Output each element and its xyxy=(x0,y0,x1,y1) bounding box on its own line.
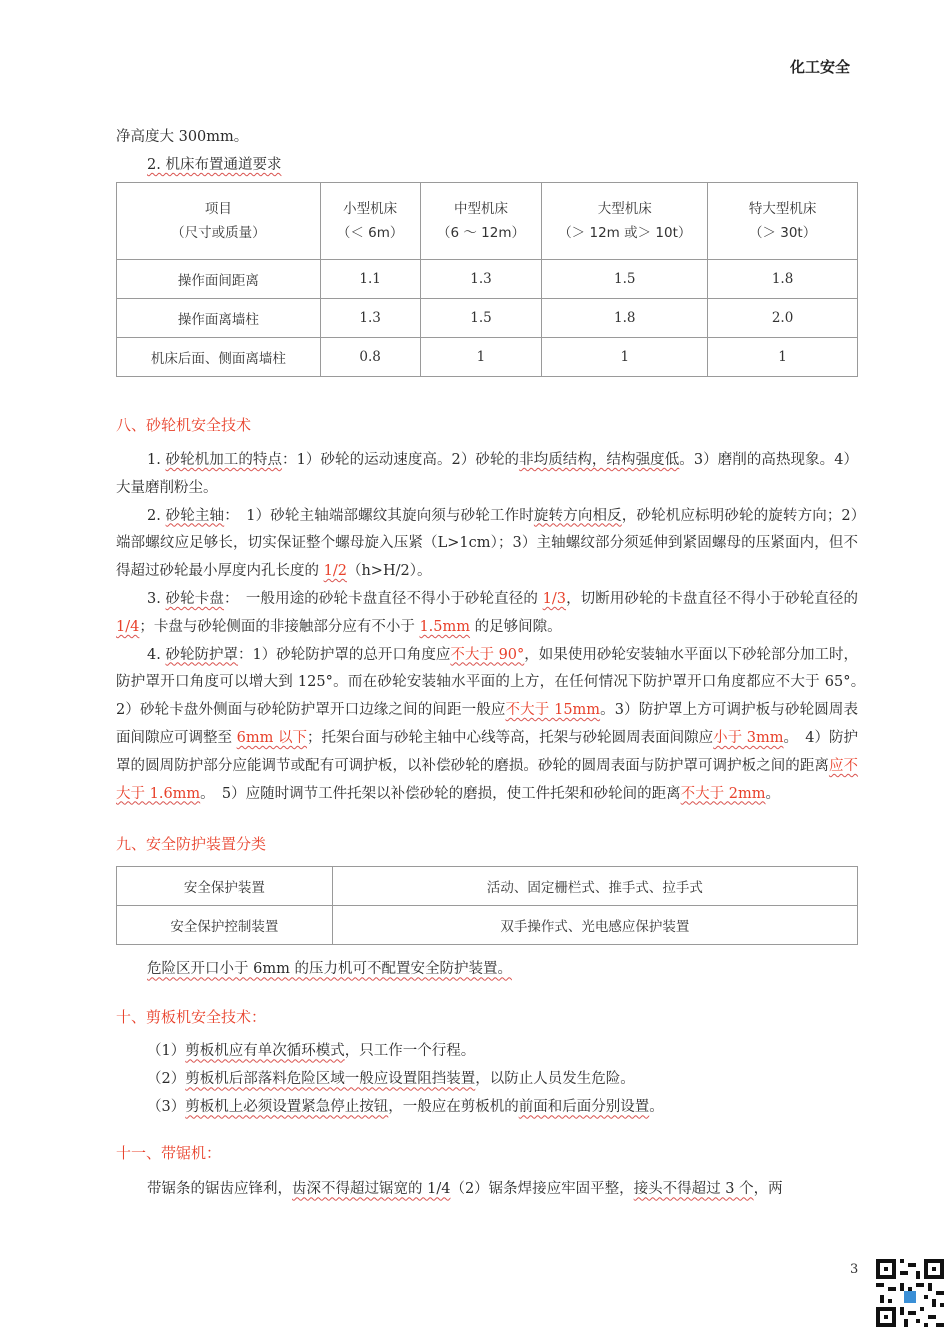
table-cell: 1 xyxy=(420,338,542,377)
section9-heading: 九、安全防护装置分类 xyxy=(116,835,267,854)
inline-underline: 非均质结构，结构强度低 xyxy=(519,452,680,468)
protection-device-table xyxy=(116,866,858,945)
table-cell: 操作面间距离 xyxy=(117,260,321,299)
table-cell: 1.3 xyxy=(320,299,420,338)
inline-underline: 旋转方向相反 xyxy=(533,507,622,524)
table-row xyxy=(117,338,858,377)
table-cell: 1 xyxy=(542,338,708,377)
table-cell: 安全保护装置 xyxy=(117,867,333,906)
table-cell: 1.5 xyxy=(542,260,708,299)
table-row xyxy=(117,867,858,906)
table1-caption xyxy=(116,151,858,179)
section10-heading: 十、剪板机安全技术： xyxy=(116,1008,267,1027)
table-cell: 1.8 xyxy=(542,299,708,338)
list-item: （1）剪板机应有单次循环模式，只工作一个行程。 xyxy=(147,1043,476,1060)
intro-line: 净高度大 300mm。 xyxy=(116,129,249,145)
note-text: 危险区开口小于 6mm 的压力机可不配置安全防护装置。 xyxy=(147,961,512,978)
page-content xyxy=(116,123,873,1203)
table-header-cell: 项目 （尺寸或质量） xyxy=(117,183,321,260)
section8-paragraph-2: 2. 砂轮主轴： 1）砂轮主轴端部螺纹其旋向须与砂轮工作时旋转方向相反，砂轮机应标明砂轮的旋转方向；2）端部螺纹应足够长，切实保证整个螺母旋入压紧（L>1cm）；3）主轴螺纹部分须延伸到紧固螺母的压紧面内，但不得超过砂轮最小厚度内孔长度的 1/2（h>H/2）。 xyxy=(116,507,858,580)
table-cell: 活动、固定栅栏式、推手式、拉手式 xyxy=(332,867,857,906)
section8-heading: 八、砂轮机安全技术 xyxy=(116,416,252,434)
key-value: 不大于 2mm xyxy=(680,785,766,802)
machine-spacing-table xyxy=(116,182,858,377)
table-header-row xyxy=(117,183,858,260)
section11-paragraph: 带锯条的锯齿应锋利，齿深不得超过锯宽的 1/4（2）锯条焊接应牢固平整，接头不得超过 3 个，两 xyxy=(147,1181,783,1198)
table1-caption-text: 2. 机床布置通道要求 xyxy=(147,157,282,173)
table-header-cell: 小型机床 （＜ 6m） xyxy=(320,183,420,260)
inline-label: 砂轮主轴 xyxy=(165,507,225,524)
key-value: 1/4 xyxy=(116,618,140,635)
page-number: 3 xyxy=(850,1262,859,1277)
inline-label: 砂轮机加工的特点 xyxy=(165,452,283,468)
table-cell: 双手操作式、光电感应保护装置 xyxy=(332,906,857,945)
table-cell: 0.8 xyxy=(320,338,420,377)
table-cell: 1.8 xyxy=(708,260,858,299)
header-title: 化工安全 xyxy=(789,58,850,76)
table-row xyxy=(117,260,858,299)
table-row xyxy=(117,906,858,945)
table-header-cell: 中型机床 （6 ～ 12m） xyxy=(420,183,542,260)
table-header-cell: 特大型机床 （＞ 30t） xyxy=(708,183,858,260)
table-cell: 2.0 xyxy=(708,299,858,338)
table-row xyxy=(117,299,858,338)
list-item: （3）剪板机上必须设置紧急停止按钮，一般应在剪板机的前面和后面分别设置。 xyxy=(147,1099,664,1116)
list-item: （2）剪板机后部落料危险区域一般应设置阻挡装置，以防止人员发生危险。 xyxy=(147,1071,635,1088)
table-cell: 机床后面、侧面离墙柱 xyxy=(117,338,321,377)
key-value: 应不大于 1.6mm xyxy=(116,757,859,802)
section9-note xyxy=(116,955,858,983)
section8-paragraph-3: 3. 砂轮卡盘： 一般用途的砂轮卡盘直径不得小于砂轮直径的 1/3，切断用砂轮的卡盘直径不得小于砂轮直径的 1/4；卡盘与砂轮侧面的非接触部分应有不小于 1.5mm 的足够间隙。 xyxy=(116,590,859,635)
section11-heading: 十一、带锯机： xyxy=(116,1144,222,1163)
section8-paragraph-1: 1. 砂轮机加工的特点：1）砂轮的运动速度高。2）砂轮的非均质结构，结构强度低。3）磨削的高热现象。4）大量磨削粉尘。 xyxy=(116,452,859,496)
key-value: 小于 3mm xyxy=(713,729,784,746)
table-header-cell: 大型机床 （＞ 12m 或＞ 10t） xyxy=(542,183,708,260)
section8-paragraph-4: 4. 砂轮防护罩：1）砂轮防护罩的总开口角度应不大于 90°，如果使用砂轮安装轴水平面以下砂轮部分加工时，防护罩开口角度可以增大到 125°。而在砂轮安装轴水平面的上方，在任何情况下防护罩开口角度都应不大于 65°。 2）砂轮卡盘外侧面与砂轮防护罩开口边缘之间的间距一般应不大于 15mm。3）防护罩上方可调护板与砂轮圆周表面间隙应可调整至 6mm 以下；托架台面与砂轮主轴中心线等高，托架与砂轮圆周表面间隙应小于 3mm。 4）防护罩的圆周防护部分应能调节或配有可调护板，以补偿砂轮的磨损。砂轮的圆周表面与防护罩可调护板之间的距离应不大于 1.6mm。 5）应随时调节工件托架以补偿砂轮的磨损，使工件托架和砂轮间的距离不大于 2mm。 xyxy=(116,646,873,802)
table-cell: 1.5 xyxy=(420,299,542,338)
table-cell: 安全保护控制装置 xyxy=(117,906,333,945)
table-cell: 1 xyxy=(708,338,858,377)
table-cell: 操作面离墙柱 xyxy=(117,299,321,338)
table-cell: 1.1 xyxy=(320,260,420,299)
key-value: 不大于 15mm xyxy=(505,702,601,719)
inline-label: 砂轮卡盘 xyxy=(165,590,224,607)
key-value: 1/3 xyxy=(542,590,566,607)
key-value: 6mm 以下 xyxy=(236,729,308,746)
qr-code-icon xyxy=(876,1259,944,1327)
key-value: 不大于 90° xyxy=(450,646,525,663)
key-value: 1/2 xyxy=(323,563,347,580)
key-value: 1.5mm xyxy=(419,618,471,635)
table-cell: 1.3 xyxy=(420,260,542,299)
inline-label: 砂轮防护罩 xyxy=(165,646,239,663)
